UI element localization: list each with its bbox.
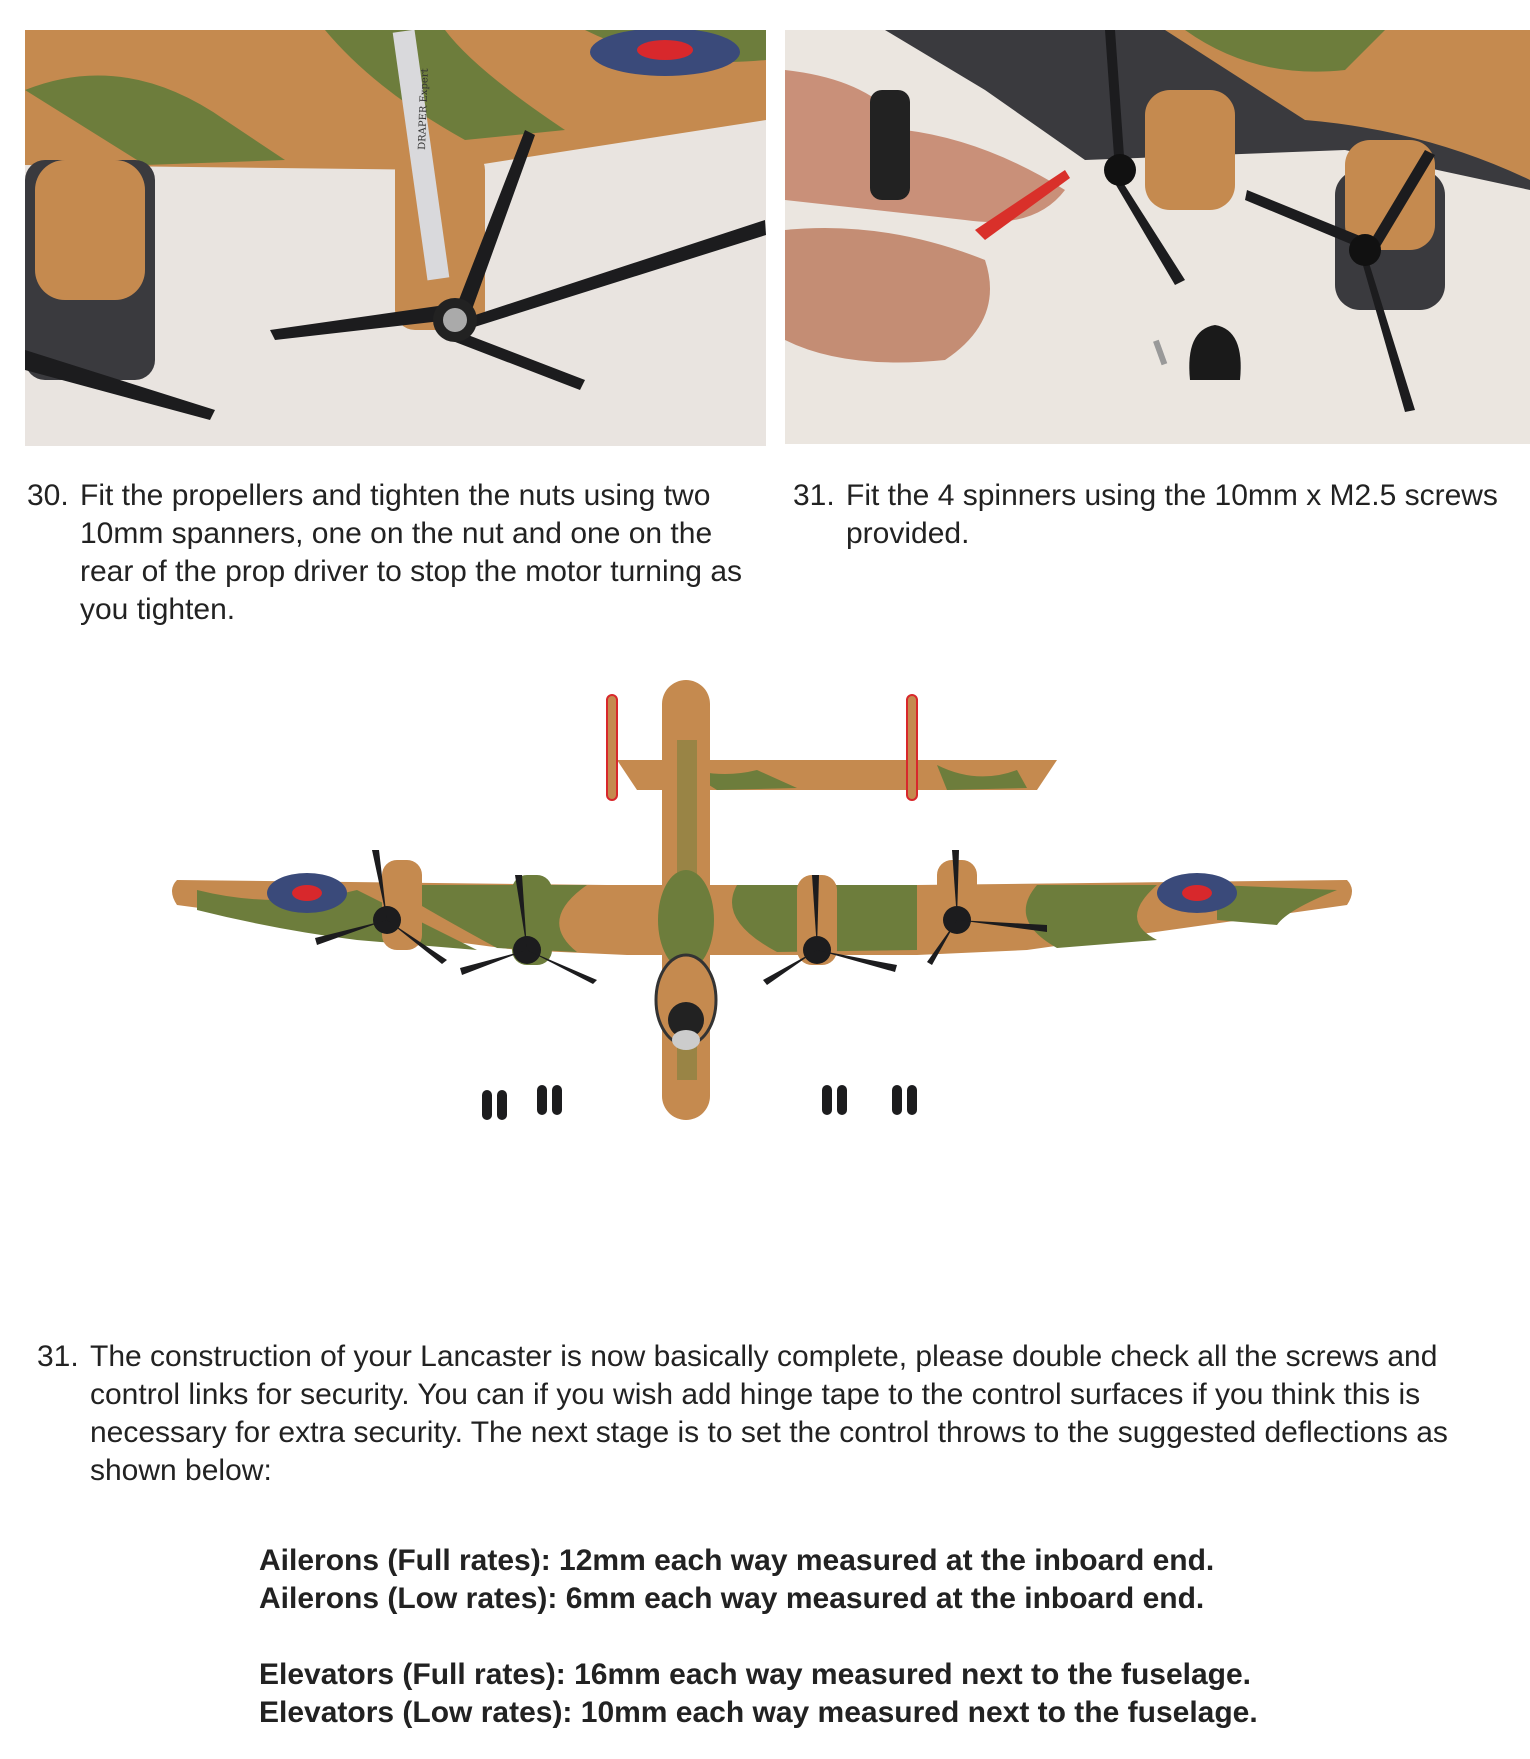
- step-30: [27, 477, 767, 629]
- step-31-spinners: [793, 477, 1530, 553]
- step-text: Fit the 4 spinners using the 10mm x M2.5 screws provided.: [846, 479, 1498, 550]
- step-number: 31.: [793, 479, 835, 512]
- step-text: The construction of your Lancaster is now basically complete, please double check all the screws and control links for security. You can if you wish add hinge tape to the control surfaces if you think this is necessary for extra security. The next stage is to set the control throws to the suggested deflections as shown below:: [90, 1340, 1448, 1487]
- rate-elevators-full: Elevators (Full rates): 16mm each way measured next to the fuselage.: [259, 1658, 1252, 1691]
- rate-ailerons-low: Ailerons (Low rates): 6mm each way measured at the inboard end.: [259, 1582, 1205, 1615]
- control-throws-list: [259, 1542, 1258, 1732]
- step-number: 30.: [27, 479, 69, 512]
- rate-elevators-low: Elevators (Low rates): 10mm each way measured next to the fuselage.: [259, 1696, 1258, 1729]
- step-text: Fit the propellers and tighten the nuts using two 10mm spanners, one on the nut and one on the rear of the prop driver to stop the motor turning as you tighten.: [80, 479, 743, 626]
- rate-ailerons-full: Ailerons (Full rates): 12mm each way measured at the inboard end.: [259, 1544, 1215, 1577]
- photo-fitting-spinners: [785, 30, 1530, 444]
- photo-fitting-propellers: [25, 30, 766, 446]
- lancaster-model-photo: [157, 680, 1357, 1300]
- spanner-brand: DRAPER Expert: [417, 68, 431, 151]
- step-number: 31.: [37, 1340, 79, 1373]
- step-31-complete: [37, 1338, 1477, 1490]
